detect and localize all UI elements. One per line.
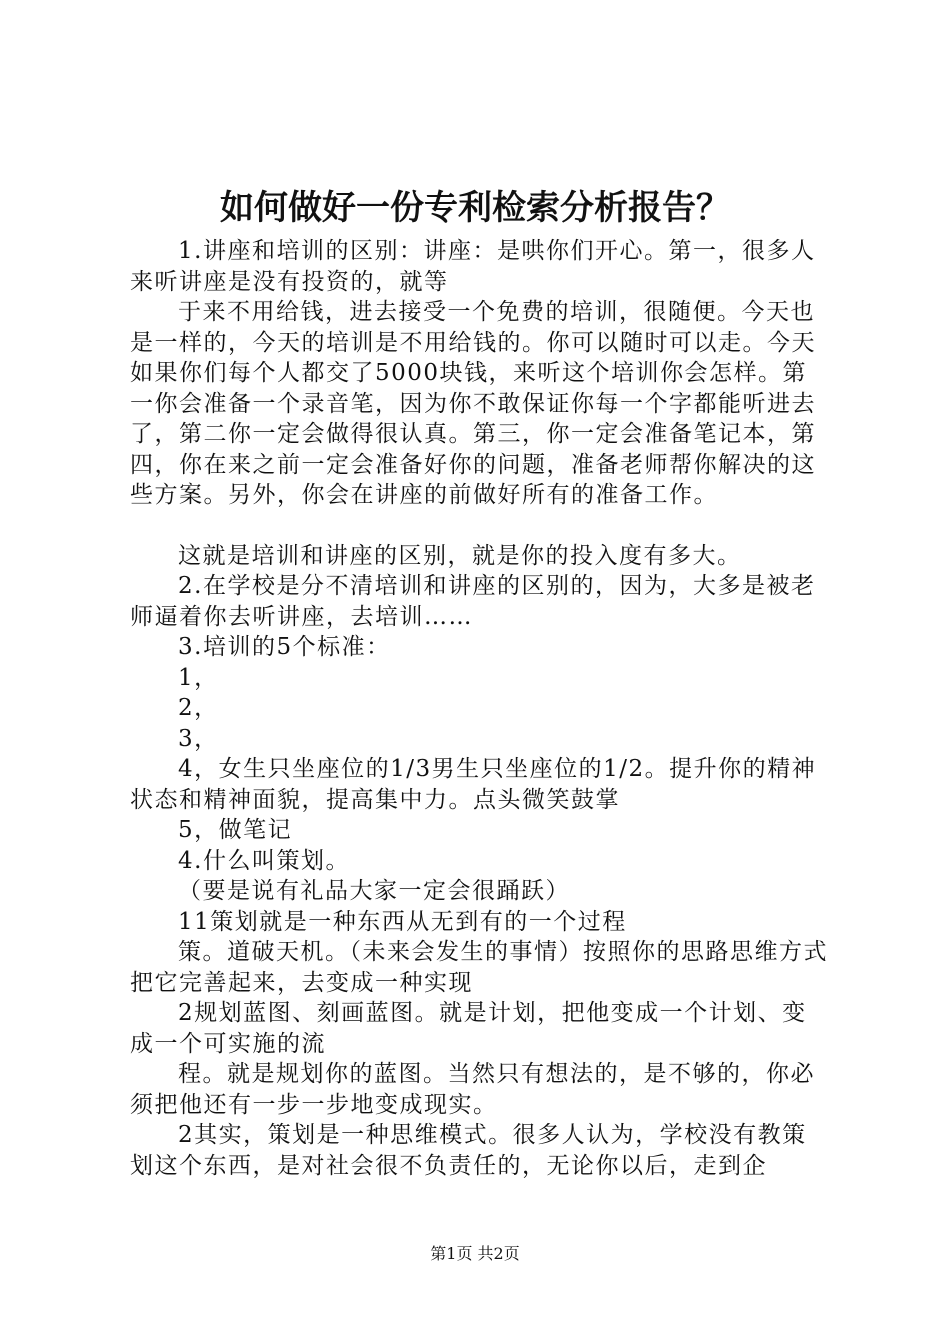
paragraph: 4.什么叫策划。 [178,847,350,874]
paragraph: 1.讲座和培训的区别：讲座：是哄你们开心。第一，很多人来听讲座是没有投资的，就等 [130,238,816,295]
paragraph: 3.培训的5个标准： [178,634,391,660]
page-footer: 第1页 共2页 [430,1244,520,1263]
list-item: 5，做笔记 [178,817,293,843]
document-body [130,236,830,1181]
document-title: 如何做好一份专利检索分析报告？ [220,188,730,228]
list-item: 3， [178,725,219,752]
paragraph: 这就是培训和讲座的区别，就是你的投入度有多大。 [178,542,742,569]
list-item: 1， [178,664,219,691]
list-item: 2， [178,695,219,721]
list-item: 4，女生只坐座位的1/3男生只坐座位的1/2。提升你的精神状态和精神面貌，提高集中力。点头微笑鼓掌 [130,756,817,813]
paragraph: 2.在学校是分不清培训和讲座的区别的，因为，大多是被老师逼着你去听讲座，去培训…… [130,573,816,630]
paragraph: 策。道破天机。（未来会发生的事情）按照你的思路思维方式把它完善起来，去变成一种实现 [130,939,828,996]
paragraph: 于来不用给钱，进去接受一个免费的培训，很随便。今天也是一样的，今天的培训是不用给钱的。你可以随时可以走。今天如果你们每个人都交了5000块钱，来听这个培训你会怎样。第一你会准备一个录音笔，因为你不敢保证你每一个字都能听进去了，第二你一定会做得很认真。第三，你一定会准备笔记本，第四，你在来之前一定会准备好你的问题，准备老师帮你解决的这些方案。另外，你会在讲座的前做好所有的准备工作。 [130,299,816,508]
paragraph: 11策划就是一种东西从无到有的一个过程 [178,908,627,935]
paragraph: 2其实，策划是一种思维模式。很多人认为，学校没有教策划这个东西，是对社会很不负责任的，无论你以后，走到企 [130,1122,807,1179]
paragraph: 程。就是规划你的蓝图。当然只有想法的，是不够的，你必须把他还有一步一步地变成现实。 [130,1061,815,1118]
paragraph: （要是说有礼品大家一定会很踊跃） [178,878,570,904]
paragraph: 2规划蓝图、刻画蓝图。就是计划，把他变成一个计划、变成一个可实施的流 [130,1000,807,1057]
